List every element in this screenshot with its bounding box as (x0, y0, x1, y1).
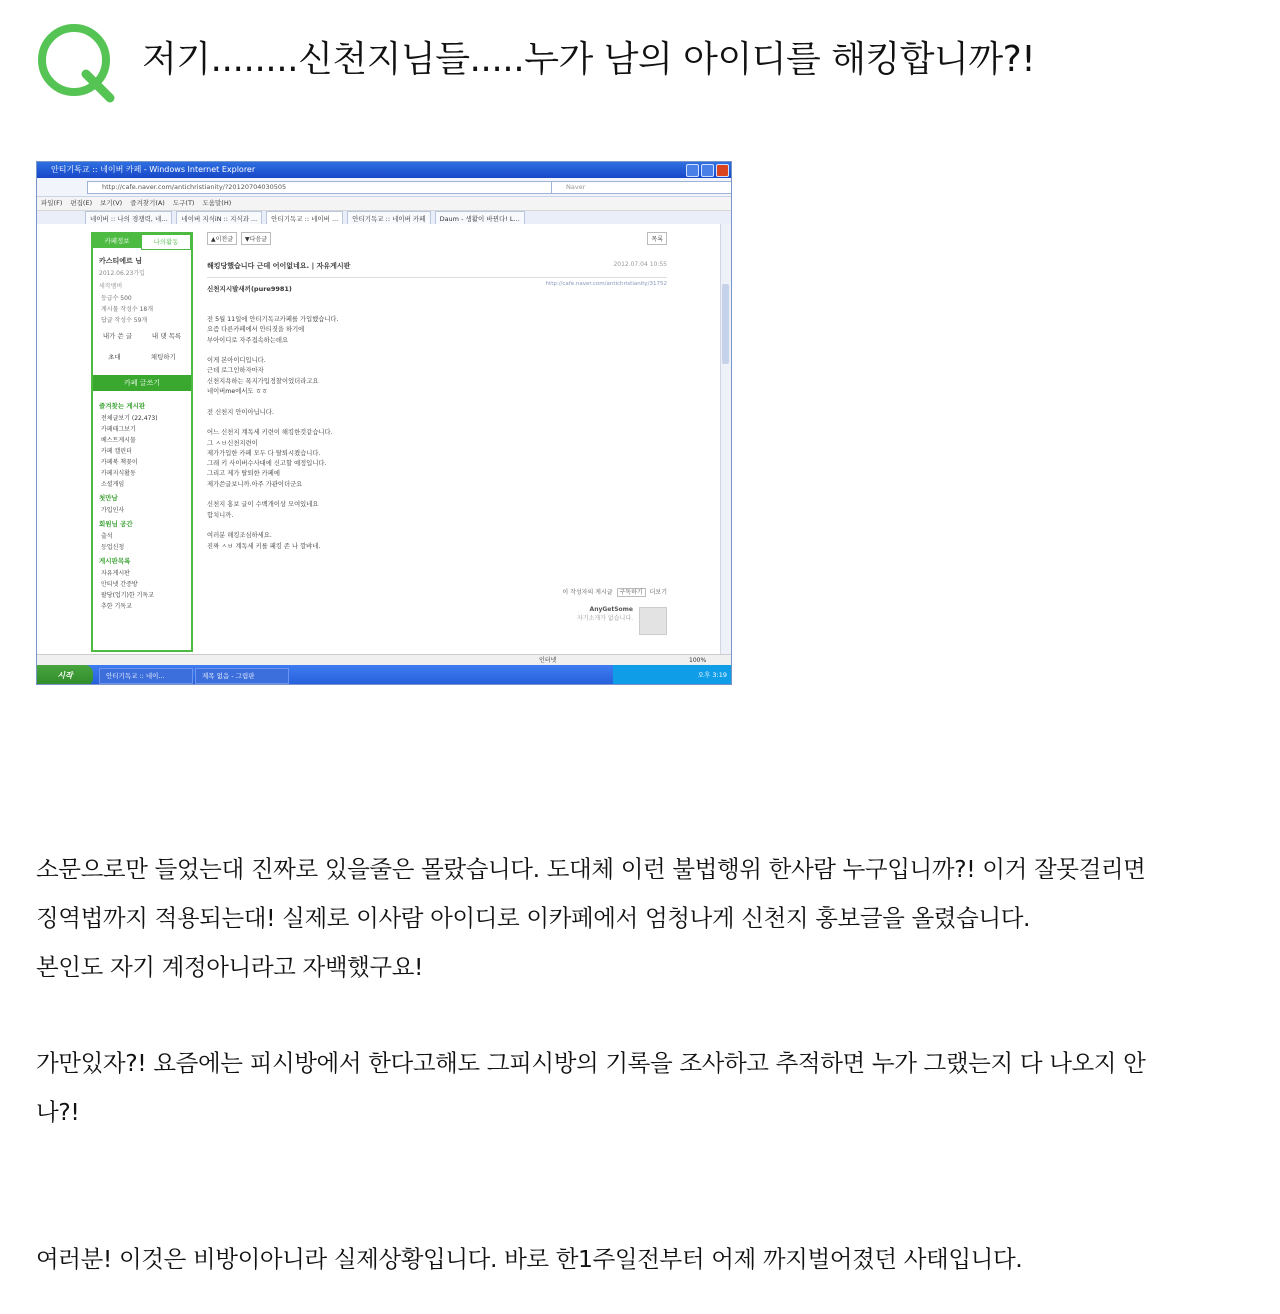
article-subject (207, 261, 667, 278)
article-date: 2012.07.04 10:55 (613, 261, 667, 268)
menu-bar (37, 197, 731, 211)
page-body (37, 224, 723, 654)
maximize-icon (701, 164, 714, 177)
address-field: http://cafe.naver.com/antichristianity/?20120704030505 (87, 181, 553, 194)
board-item: 베스트게시물 (101, 437, 136, 444)
address-bar-row (37, 178, 731, 197)
menu-help: 도움말(H) (202, 199, 232, 207)
board-item: 카페지식활동 (101, 470, 136, 477)
paragraph-line: 가만있자?! 요즘에는 피시방에서 한다고해도 그피시방의 기록을 조사하고 추적하면 누가 그랬는지 다 나오지 안 (36, 1049, 1146, 1077)
board-item: 안티넷 간증방 (101, 581, 138, 588)
clock: 오후 3:19 (697, 671, 727, 679)
cafe-article (207, 232, 667, 652)
article-subject-text: 해킹당했습니다 근데 어이없네요. | 자유게시판 (207, 262, 351, 270)
author-posts-link: 이 작성자의 게시글 (562, 589, 613, 596)
scrollbar-thumb (722, 284, 729, 364)
menu-file: 파일(F) (41, 199, 63, 207)
zone-label: 인터넷 (539, 657, 557, 664)
paragraph-line: 나?! (36, 1098, 80, 1126)
zoom-label: 100% (689, 657, 707, 664)
board-item: 카페 캘린더 (101, 448, 132, 455)
article-author: 신천지시발새끼(pure9981) (207, 285, 292, 293)
chat-button: 채팅하기 (150, 353, 176, 361)
question-title: 저기........신천지님들.....누가 남의 아이디를 해킹합니까?! (142, 39, 1036, 80)
search-field: Naver (551, 181, 732, 194)
invite-button: 초대 (108, 353, 121, 361)
board-item: 추한 기독교 (101, 603, 132, 610)
profile-name: AnyGetSome (589, 606, 633, 613)
article-body: 전 5월 11일에 안티기독교카페를 가입했습니다. 요즘 다른카페에서 안티짓을 하기에 부아이디로 자주접속하는데요 이게 본아이디입니다. 근데 로그인하자마자 신천지욕하는 폭지가입정찰이었더라고요 네이버me에서도 ㅎㅎ 전 신천지 안이아닙니다. 어느 신천지 계독세 키련이 해킹한것같습니다. 그 ㅅㅂ신천지련이 제가가입한 카페 모두 다 탈퇴시켰습니다. 그래 키 사이버수사대에 신고할 예정입니다. 그리고 제가 탈퇴한 카페에 제가쓴글보니까.아주 가관이더군요 신천지 홍보 글이 수백개이상 모여있네요 합치니까. 여러분 해킹조심하세요. 진짜 ㅅㅂ 계독세 키를 패킹 존 나 깔뱌네. (207, 316, 339, 550)
system-tray (613, 665, 732, 685)
board-item: 자유게시판 (101, 570, 130, 577)
article-url: http://cafe.naver.com/antichristianity/31752 (545, 281, 667, 287)
tab-1: 네이버 :: 나의 경쟁력, 네... (85, 211, 172, 225)
member-buttons (93, 346, 191, 367)
taskbar-item: 안티기독교 :: 네이... (99, 668, 193, 684)
menu-favorites: 즐겨찾기(A) (130, 199, 165, 207)
embedded-screenshot (36, 161, 732, 685)
taskbar-item: 제목 없음 - 그림판 (195, 668, 289, 684)
paragraph-line: 소문으로만 들었는대 진짜로 있을줄은 몰랐습니다. 도대체 이런 불법행위 한사람 누구입니까?! 이거 잘못걸리면 (36, 855, 1146, 883)
next-post-button: ▼다음글 (241, 232, 271, 245)
start-button: 시작 (37, 665, 93, 685)
board-item: 가입인사 (101, 507, 125, 514)
board-item: 팔당(업기)한 기독교 (101, 592, 154, 599)
board-item: 출석 (101, 533, 113, 540)
member-joined: 2012.06.23가입 (99, 270, 145, 277)
member-stat: 답글 작성수 59개 (101, 317, 148, 324)
board-section: 게시판목록 (99, 557, 131, 565)
member-nickname: 카스티에르 님 (99, 257, 143, 265)
board-item: 전체글보기 (22,473) (101, 415, 158, 422)
list-button: 목록 (647, 232, 667, 245)
minimize-icon (686, 164, 699, 177)
sidebar-tab-info: 카페정보 (93, 234, 141, 248)
menu-tools: 도구(T) (172, 199, 195, 207)
more-link: 더보기 (649, 589, 667, 596)
paragraph-line: 여러분! 이것은 비방이아니라 실제상황입니다. 바로 한1주일전부터 어제 까지벌어졌던 사태입니다. (36, 1245, 1023, 1273)
paragraph-2 (36, 1039, 1244, 1137)
windows-taskbar (37, 665, 732, 685)
tab-2: 네이버 지식iN :: 지식과 ... (176, 211, 262, 225)
board-item: 카페태그보기 (101, 426, 136, 433)
member-links (93, 325, 191, 346)
board-section: 첫만남 (99, 494, 118, 502)
paragraph-line: 징역법까지 적용되는대! 실제로 이사람 아이디로 이카페에서 엄청나게 신천지 홍보글을 올렸습니다. (36, 904, 1031, 932)
cafe-write-button: 카페 글쓰기 (93, 375, 191, 391)
window-title: 안티기독교 :: 네이버 카페 - Windows Internet Explorer (51, 165, 256, 174)
my-posts-link: 내가 쓴 글 (102, 332, 133, 340)
article-nav (207, 232, 667, 245)
cafe-sidebar (91, 232, 193, 652)
menu-edit: 편집(E) (70, 199, 93, 207)
menu-view: 보기(V) (100, 199, 123, 207)
fav-board-title: 즐겨찾는 게시판 (99, 402, 146, 410)
q-letter-icon (36, 22, 118, 104)
my-comments-link: 내 댓 목록 (151, 332, 182, 340)
member-stat: 게시물 작성수 18개 (101, 306, 154, 313)
member-stat: 등급수 500 (101, 295, 132, 302)
tab-4: 안티기독교 :: 네이버 카페 (347, 211, 430, 225)
tab-3: 안티기독교 :: 네이버 ... (266, 211, 343, 225)
paragraph-3 (36, 1235, 1244, 1284)
tab-5: Daum - 생활이 바뀐다! L... (435, 211, 525, 225)
board-item: 등업신청 (101, 544, 125, 551)
question-header (36, 22, 1236, 104)
window-controls (686, 164, 729, 177)
paragraph-line: 본인도 자기 계정아니라고 자백했구요! (36, 953, 424, 981)
profile-note: 자기소개가 없습니다. (577, 615, 633, 622)
subscribe-button: 구독하기 (617, 588, 646, 597)
close-icon (716, 164, 729, 177)
board-section: 회원님 공간 (99, 520, 133, 528)
prev-post-button: ▲이전글 (207, 232, 237, 245)
sidebar-tab-activity: 나의활동 (141, 234, 191, 250)
window-titlebar (37, 162, 731, 178)
member-manage: 새작멤버 (99, 283, 123, 290)
board-item: 카페북 책꽂이 (101, 459, 138, 466)
paragraph-1 (36, 845, 1244, 992)
page-scrollbar (720, 224, 731, 654)
avatar (639, 607, 667, 635)
sidebar-tabs (93, 234, 191, 250)
board-item: 소셜게임 (101, 481, 125, 488)
